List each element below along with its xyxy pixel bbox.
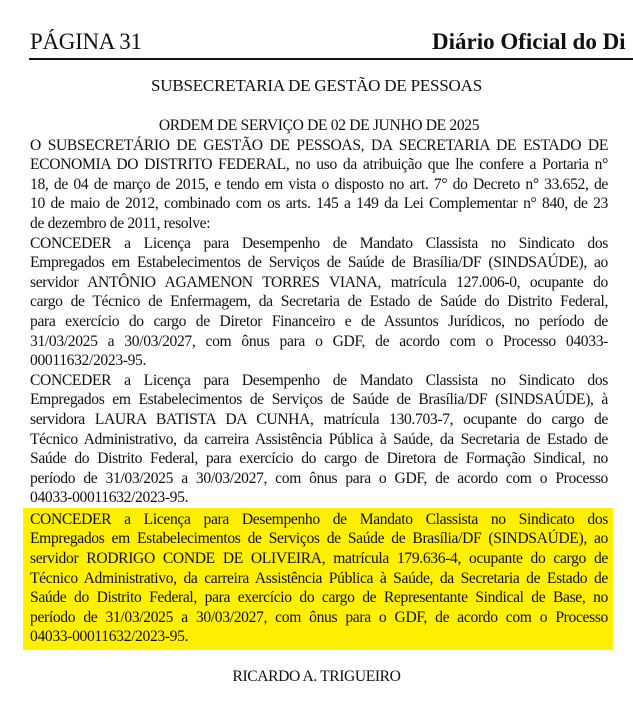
act-line: Técnico Administrativo, da carreira Assistência Pública à Saúde, da Secretaria de Estado de bbox=[30, 430, 608, 448]
act-line: servidora LAURA BATISTA DA CUNHA, matrícula 130.703-7, ocupante do cargo de bbox=[30, 410, 608, 428]
act-line: servidor ANTÔNIO AGAMENON TORRES VIANA, matrícula 127.006-0, ocupante do bbox=[30, 273, 608, 291]
act-paragraph bbox=[30, 234, 608, 371]
preamble-line: O SUBSECRETÁRIO DE GESTÃO DE PESSOAS, DA SECRETARIA DE ESTADO DE bbox=[30, 136, 608, 154]
act-paragraph bbox=[30, 371, 608, 508]
act-line: Saúde do Distrito Federal, para exercício do cargo de Diretora de Formação Sindical, no bbox=[30, 450, 608, 468]
act-line: para exercício do cargo de Diretor Financeiro e de Assuntos Jurídicos, no período de bbox=[30, 312, 608, 330]
act-line: CONCEDER a Licença para Desempenho de Mandato Classista no Sindicato dos bbox=[30, 234, 608, 252]
section-title: SUBSECRETARIA DE GESTÃO DE PESSOAS bbox=[151, 76, 482, 95]
publication-title: Diário Oficial do Di bbox=[432, 29, 626, 54]
preamble-line: ECONOMIA DO DISTRITO FEDERAL, no uso da atribuição que lhe confere a Portaria n° bbox=[30, 156, 608, 174]
header-divider bbox=[29, 58, 633, 60]
order-preamble bbox=[30, 136, 608, 234]
highlighted-act-paragraph bbox=[23, 508, 613, 650]
act-line: CONCEDER a Licença para Desempenho de Mandato Classista no Sindicato dos bbox=[30, 371, 608, 389]
signature: RICARDO A. TRIGUEIRO bbox=[232, 668, 401, 685]
act-line: CONCEDER a Licença para Desempenho de Mandato Classista no Sindicato dos bbox=[30, 510, 608, 528]
preamble-line: de dezembro de 2011, resolve: bbox=[30, 214, 211, 232]
preamble-line: 10 de maio de 2012, combinado com os arts. 145 a 149 da Lei Complementar n° 840, de 23 bbox=[30, 195, 608, 213]
order-document bbox=[30, 116, 608, 650]
act-line: Saúde do Distrito Federal, para exercício do cargo de Representante Sindical de Base, no bbox=[30, 589, 608, 607]
act-line: período de 31/03/2025 a 30/03/2027, com ônus para o GDF, de acordo com o Processo bbox=[30, 608, 608, 626]
page-number-label: PÁGINA 31 bbox=[30, 29, 142, 54]
act-line: 00011632/2023-95. bbox=[30, 352, 147, 370]
act-line: Técnico Administrativo, da carreira Assistência Pública à Saúde, da Secretaria de Estado de bbox=[30, 569, 608, 587]
act-line: Empregados em Estabelecimentos de Serviços de Saúde de Brasília/DF (SINDSAÚDE), ao bbox=[30, 530, 608, 548]
act-line: Empregados em Estabelecimentos de Serviços de Saúde de Brasília/DF (SINDSAÚDE), à bbox=[30, 391, 608, 409]
act-line: período de 31/03/2025 a 30/03/2027, com ônus para o GDF, de acordo com o Processo bbox=[30, 469, 608, 487]
act-line: 04033-00011632/2023-95. bbox=[30, 489, 189, 507]
act-line: 04033-00011632/2023-95. bbox=[30, 628, 189, 646]
act-line: cargo de Técnico de Enfermagem, da Secretaria de Estado de Saúde do Distrito Federal, bbox=[30, 293, 608, 311]
preamble-line: 18, de 04 de março de 2015, e tendo em vista o disposto no art. 7° do Decreto n° 33.652, de bbox=[30, 175, 608, 193]
order-title: ORDEM DE SERVIÇO DE 02 DE JUNHO DE 2025 bbox=[158, 117, 480, 134]
act-line: 31/03/2025 a 30/03/2027, com ônus para o GDF, de acordo com o Processo 04033- bbox=[30, 332, 608, 350]
act-line: Empregados em Estabelecimentos de Serviços de Saúde de Brasília/DF (SINDSAÚDE), ao bbox=[30, 254, 608, 272]
act-line: servidor RODRIGO CONDE DE OLIVEIRA, matrícula 179.636-4, ocupante do cargo de bbox=[30, 550, 608, 568]
